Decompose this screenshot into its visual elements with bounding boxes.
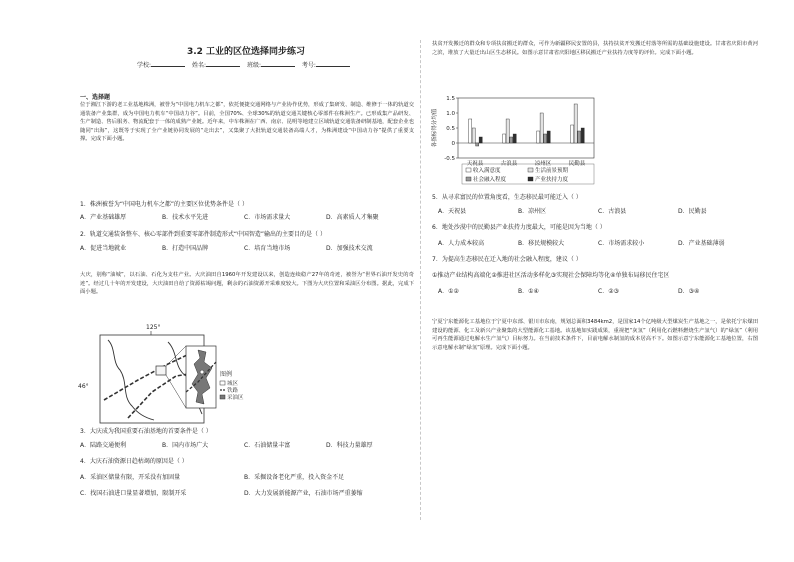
legend-label: 社会融入程度 <box>473 177 507 183</box>
id-label: 考号: <box>301 62 316 69</box>
option[interactable]: C．市场需求量大 <box>244 214 291 221</box>
question-2: 2．轨道交通装备整车、核心零部件到重要零部件制造形式“中国智造”输出的主要目的是（ ） <box>80 231 326 238</box>
question-5: 5．从寻求富民的位置角度看，生态移民最可能迁入（ ） <box>432 194 582 201</box>
legend-city-swatch <box>220 381 225 385</box>
legend-label: 收入满意度 <box>473 168 501 174</box>
y-tick-label: -0.5 <box>444 156 455 162</box>
question-3: 3．大庆成为我国重要石油基地的首要条件是（ ） <box>80 428 212 435</box>
legend-oil-label: 采油区 <box>227 395 244 401</box>
option[interactable]: C．培育当地市场 <box>244 245 291 252</box>
bar <box>479 137 482 143</box>
passage-migration: 扶贫开发搬迁的群众和专项扶贫搬迁的群众，可作为新疆移民安置的县，扶持扶贫开发搬迁村落等所需的基础设施建设。甘肃省庆阳市黄河之滨，堆放了大量迁出山区生态移民。如图示意甘肃省庆阳地区移民搬迁产业扶持力度等的评价。完成下面小题。 <box>432 41 758 56</box>
y-tick-label: 0 <box>451 141 455 147</box>
question-6: 6．地处沙漠中的民勤县产业扶持力度最大，可能是因为当地（ ） <box>432 224 606 231</box>
option[interactable]: D．③④ <box>678 288 700 295</box>
option[interactable]: D．产业基础薄弱 <box>678 240 725 247</box>
bar <box>513 134 516 143</box>
option[interactable]: C．石油储量丰富 <box>244 442 291 449</box>
name-field[interactable] <box>206 60 240 67</box>
option[interactable]: B．国内市场广大 <box>162 442 209 449</box>
legend-label: 生活前景预期 <box>535 168 569 174</box>
option[interactable]: B．凉州区 <box>518 208 547 215</box>
question-1-options <box>80 212 379 221</box>
option[interactable]: A．①② <box>438 288 459 295</box>
student-info-line <box>76 60 416 69</box>
option[interactable]: B．移民规模较大 <box>518 240 565 247</box>
worksheet-title: 3.2 工业的区位选择同步练习 <box>186 47 306 57</box>
y-tick-label: 0.5 <box>446 126 455 132</box>
x-tick-label: 民勤县 <box>568 161 586 167</box>
longitude-label: 125° <box>146 324 161 331</box>
class-field[interactable] <box>261 60 295 67</box>
latitude-label: 46° <box>78 383 89 390</box>
question-7-options <box>438 286 699 295</box>
x-tick-label: 古浪县 <box>500 161 518 167</box>
question-5-options <box>438 206 707 215</box>
school-label: 学校: <box>137 62 152 69</box>
option[interactable]: A．采油区储量有限，开采没有加固量 <box>80 474 181 481</box>
option[interactable]: D．加强技术交流 <box>326 245 373 252</box>
legend-rail-label: 铁路 <box>227 388 239 394</box>
city-marker <box>200 370 204 374</box>
legend-title: 图例 <box>220 371 233 378</box>
bar <box>574 104 577 143</box>
bar <box>581 128 584 143</box>
option[interactable]: A．天祝县 <box>438 208 467 215</box>
bar <box>540 113 543 143</box>
legend-swatch <box>466 177 471 181</box>
question-7-statements: ①推动产业结构高端化②推进社区活动多样化③实现社会保障均等化④单独布局移民住宅区 <box>432 272 670 279</box>
option[interactable]: B．打造中国品牌 <box>162 245 209 252</box>
class-label: 班级: <box>246 62 261 69</box>
bar <box>547 131 550 143</box>
legend-swatch <box>528 177 533 181</box>
school-field[interactable] <box>151 60 185 67</box>
x-tick-label: 凉州区 <box>534 161 552 167</box>
legend-label: 产业扶持力度 <box>535 177 569 183</box>
id-field[interactable] <box>316 60 350 67</box>
daqing-map <box>78 322 308 424</box>
bar <box>571 125 574 143</box>
question-4-options-row2 <box>80 488 363 497</box>
legend-swatch <box>466 168 471 172</box>
bar <box>503 134 506 143</box>
option[interactable]: D．科技力量雄厚 <box>326 442 373 449</box>
y-tick-label: 1.5 <box>446 96 455 102</box>
column-divider <box>420 40 421 520</box>
question-7: 7．为提高生态移民在迁入地的社会融入程度，建议（ ） <box>432 256 582 263</box>
x-tick-label: 天祝县 <box>466 161 484 167</box>
option[interactable]: D．民勤县 <box>678 208 707 215</box>
option[interactable]: A．陆路交通便利 <box>80 442 127 449</box>
bar <box>510 137 513 143</box>
option[interactable]: D．高素质人才集聚 <box>326 214 379 221</box>
option[interactable]: C．②③ <box>598 288 619 295</box>
question-4: 4．大庆石油资源日趋枯竭的原因是（ ） <box>80 458 188 465</box>
option[interactable]: B．①④ <box>518 288 539 295</box>
legend-city-label: 城区 <box>227 381 239 387</box>
bar <box>578 131 581 143</box>
question-1: 1．株洲被誉为“中国电力机车之都”的主要区位优势条件是（ ） <box>80 201 248 208</box>
bar <box>469 119 472 143</box>
passage-ningdong: 宁夏宁东能源化工基地位于宁夏中东部、银川市东南，规划总面积3484km2，是国家14个亿吨级大型煤炭生产基地之一，是依托宁东煤田建设的能源、化工及新兴产业聚集的大型能源化工基地。该基地如实践成果，重视把“灰氢”（利用化石燃料燃烧生产氢气）的“绿氢”（利用可再生能源通过电解水生产氢气）目标努力。在当前技术条件下，目前电解水制氢的成本居高不下。如图示意宁东能源化工基地位置，右图示意电解水制“绿氢”原理。完成下面小题。 <box>432 319 758 351</box>
option[interactable]: C．古浪县 <box>598 208 627 215</box>
option[interactable]: B．采掘设备老化严重，投入资金不足 <box>244 474 345 481</box>
bar <box>472 128 475 143</box>
passage-daqing: 大庆，别称“油城”，以石油、石化为支柱产业。大庆油田自1960年开发建设以来，创造连续稳产27年的奇迹，被誉为“世界石油开发史的奇迹”。经过几十年的开发建设，大庆油田自给了资源枯竭问题，剩余的石油资源开采难度较大。下图为大庆位置和采油区分布图。据此，完成下面小题。 <box>80 272 414 296</box>
bar <box>506 119 509 143</box>
section-heading: 一、选择题 <box>80 94 111 101</box>
legend-swatch <box>528 168 533 172</box>
bar <box>544 134 547 143</box>
option[interactable]: D．大力发展新能源产业，石油市场严重萎缩 <box>244 490 363 497</box>
question-4-options-row1 <box>80 472 344 481</box>
option[interactable]: C．找国石油进口量显著增加，限制开采 <box>80 490 187 497</box>
option[interactable]: C．市场需求较小 <box>598 240 645 247</box>
migration-bar-chart <box>428 92 648 192</box>
question-6-options <box>438 238 725 247</box>
y-tick-label: 1.0 <box>446 111 455 117</box>
legend-oil-swatch <box>220 395 225 399</box>
passage-zhuzhou: 位于湘江下游的老工业基地株洲，被誉为“中国电力机车之都”，依托便捷交通网络与产业协作优势，形成了集研发、制造、维修于一体的轨道交通装备产业集群，成为中国电力机车“中国动力谷”。目前，全国70%、全球30%的轨道交通关键核心零部件在株洲生产。已形成集产品研发、生产制造、售后服务、物流配套于一体的成熟产业链。近年来，中车株洲在广西、南京、昆明等地建立区域轨道交通装备研制基地，配套企业也随同“出海”，这既等于实现了全产业链协同发展的“走出去”，又集聚了大批轨道交通装备高端人才，为株洲建设“中国动力谷”提供了重要支撑。完成下面小题。 <box>80 102 414 143</box>
option[interactable]: A．促进当地就业 <box>80 245 127 252</box>
option[interactable]: B．技术水平先进 <box>162 214 209 221</box>
daqing-location-marker <box>156 366 166 375</box>
name-label: 姓名: <box>192 62 207 69</box>
question-2-options <box>80 243 373 252</box>
option[interactable]: A．人力成本较高 <box>438 240 485 247</box>
bar <box>537 131 540 143</box>
bar <box>476 143 479 146</box>
y-axis-label: 各指标得分均值 <box>432 108 438 148</box>
option[interactable]: A．产业基础雄厚 <box>80 214 127 221</box>
question-3-options <box>80 440 373 449</box>
